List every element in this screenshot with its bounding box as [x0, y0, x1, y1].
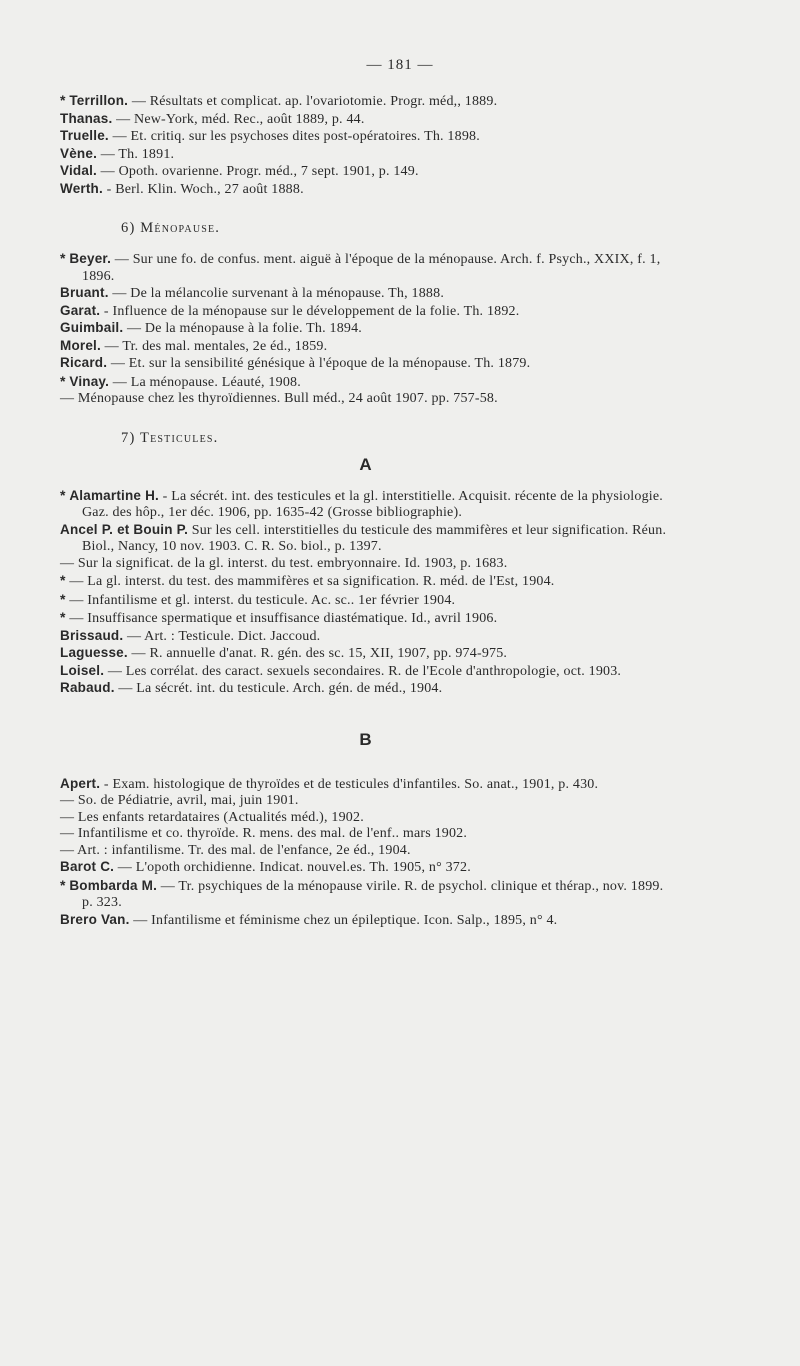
bibliography-entry [60, 181, 672, 199]
entry-author: Ancel P. et Bouin P. [60, 521, 189, 537]
entry-text: — Opoth. ovarienne. Progr. méd., 7 sept. 1901, p. 149. [96, 164, 419, 179]
bibliography-entry [60, 303, 672, 321]
section-heading: 7) Testicules. [121, 429, 219, 446]
entry-text: — Sur la significat. de la gl. interst. du test. embryonnaire. Id. 1903, p. 1683. [60, 555, 508, 571]
bibliography-entry [60, 163, 672, 181]
bibliography-entry [60, 522, 672, 556]
bibliography-entry [60, 609, 672, 628]
entry-author: Loisel. [60, 662, 105, 678]
bibliography-entry [60, 250, 672, 285]
bibliography-entry [60, 663, 672, 681]
bibliography-entry [60, 572, 672, 591]
bibliography-entry [60, 843, 672, 860]
entry-text: — Résultats et complicat. ap. l'ovariotomie. Progr. méd,, 1889. [128, 94, 498, 109]
bibliography-entry [60, 92, 672, 111]
entry-author: Vidal. [60, 163, 97, 178]
alphabet-letter-heading: A [359, 454, 373, 474]
bibliography-entry [60, 912, 672, 930]
bibliography-entry [60, 680, 672, 698]
spacer [60, 408, 672, 430]
entry-author: Vinay. [69, 373, 110, 389]
entry-author: Brissaud. [60, 627, 124, 643]
asterisk-marker: * [60, 92, 66, 108]
entry-author: Garat. [60, 302, 101, 318]
bibliography-entry [60, 776, 672, 794]
bibliography-entry [60, 556, 672, 573]
spacer [60, 198, 672, 220]
entry-text: - Influence de la ménopause sur le développement de la folie. Th. 1892. [100, 303, 520, 319]
entry-text: — New-York, méd. Rec., août 1889, p. 44. [112, 111, 365, 127]
bibliography-entry [60, 877, 672, 912]
entry-text: — Th. 1891. [97, 146, 175, 162]
entry-author: Laguesse. [60, 645, 128, 660]
entry-author: Truelle. [60, 128, 109, 143]
bibliography-entry [60, 355, 672, 373]
spacer [60, 698, 672, 730]
bibliography-entry [60, 111, 672, 129]
entry-text: — De la ménopause à la folie. Th. 1894. [123, 321, 362, 336]
entry-text: — Ménopause chez les thyroïdiennes. Bull méd., 24 août 1907. pp. 757-58. [60, 391, 498, 406]
bibliography-entry [60, 793, 672, 810]
entry-author: Barot C. [60, 859, 115, 874]
entry-author: Alamartine H. [69, 487, 159, 503]
asterisk-marker: * [60, 876, 66, 893]
entry-author: Bruant. [60, 285, 109, 300]
entry-text: — La ménopause. Léauté, 1908. [109, 374, 301, 390]
entry-author: Beyer. [69, 251, 112, 266]
entry-text: - Berl. Klin. Woch., 27 août 1888. [102, 181, 304, 197]
bibliography-entry [60, 146, 672, 164]
alphabet-letter-heading: B [359, 729, 373, 749]
bibliography-entry [60, 645, 672, 663]
asterisk-marker: * [60, 372, 66, 389]
entry-text: — Sur une fo. de confus. ment. aiguë à l'époque de la ménopause. Arch. f. Psych., XXIX, f. 1, 1896. [82, 252, 661, 284]
entry-text: - Exam. histologique de thyroïdes et de testicules d'infantiles. So. anat., 1901, p. 430. [100, 776, 599, 792]
entry-text: — Les enfants retardataires (Actualités méd.), 1902. [60, 809, 364, 825]
bibliography-entry [60, 591, 672, 610]
bibliography-entry [60, 391, 672, 408]
entry-text: — R. annuelle d'anat. R. gén. des sc. 15, XII, 1907, pp. 974-975. [127, 646, 508, 661]
entry-text: — Art. : Testicule. Dict. Jaccoud. [123, 628, 321, 644]
bibliography-entry [60, 859, 672, 877]
spacer [60, 447, 672, 455]
spacer [60, 237, 672, 250]
entry-text: — Et. sur la sensibilité génésique à l'époque de la ménopause. Th. 1879. [107, 356, 531, 371]
entry-author: Rabaud. [60, 680, 115, 695]
spacer [60, 475, 672, 487]
entry-author: Bombarda M. [69, 877, 158, 893]
entry-author: Brero Van. [60, 911, 130, 927]
entry-text: — Tr. psychiques de la ménopause virile. R. de psychol. clinique et thérap., nov. 1899. p. 323. [82, 878, 664, 910]
entry-text: — De la mélancolie survenant à la ménopause. Th, 1888. [108, 286, 445, 301]
entry-text: Sur les cell. interstitielles du testicule des mammifères et leur signification. Réun. Biol., Nancy, 10 nov. 1903. C. R. So. biol., p. 1397. [82, 522, 667, 554]
entry-text: — La gl. interst. du test. des mammifères et sa signification. R. méd. de l'Est, 1904. [69, 574, 555, 589]
section-heading: 6) Ménopause. [121, 220, 221, 236]
entry-text: — Infantilisme et féminisme chez un épileptique. Icon. Salp., 1895, n° 4. [129, 912, 558, 928]
entry-text: — L'opoth orchidienne. Indicat. nouvel.es. Th. 1905, n° 372. [114, 860, 471, 875]
entry-text: — Les corrélat. des caract. sexuels secondaires. R. de l'Ecole d'anthropologie, oct. 1903. [104, 663, 622, 679]
entry-text: — Infantilisme et gl. interst. du testicule. Ac. sc.. 1er février 1904. [69, 592, 456, 608]
entry-author: Werth. [60, 180, 103, 196]
entry-text: — Et. critiq. sur les psychoses dites post-opératoires. Th. 1898. [108, 129, 480, 144]
entry-text: - La sécrét. int. des testicules et la gl. interstitielle. Acquisit. récente de la physiologie. Gaz. des hôp., 1er déc. 1906, pp. 1635-42 (Grosse bibliographie). [82, 488, 663, 520]
entry-text: — So. de Pédiatrie, avril, mai, juin 1901. [60, 793, 299, 808]
bibliography-entry [60, 285, 672, 303]
asterisk-marker: * [60, 486, 66, 503]
asterisk-marker: * [60, 590, 66, 607]
entry-text: — Art. : infantilisme. Tr. des mal. de l'enfance, 2e éd., 1904. [60, 842, 411, 858]
bibliography-entry [60, 487, 672, 522]
spacer [60, 750, 672, 776]
page-number: — 181 — [366, 57, 434, 73]
bibliography-entry [60, 338, 672, 356]
entry-text: — Tr. des mal. mentales, 2e éd., 1859. [100, 338, 328, 354]
asterisk-marker: * [60, 572, 66, 588]
entry-text: — Insuffisance spermatique et insuffisance diastématique. Id., avril 1906. [69, 611, 498, 626]
entry-author: Vène. [60, 145, 98, 161]
bibliography-entry [60, 810, 672, 827]
entry-author: Thanas. [60, 110, 113, 126]
entry-author: Morel. [60, 337, 101, 353]
asterisk-marker: * [60, 609, 66, 625]
bibliography-entry [60, 320, 672, 338]
entry-author: Apert. [60, 775, 101, 791]
bibliography-entry [60, 128, 672, 146]
entry-author: Ricard. [60, 355, 108, 370]
bibliography-content [60, 92, 672, 929]
bibliography-entry [60, 826, 672, 843]
entry-text: — La sécrét. int. du testicule. Arch. gén. de méd., 1904. [114, 681, 443, 696]
entry-author: Guimbail. [60, 320, 124, 335]
bibliography-entry [60, 373, 672, 392]
asterisk-marker: * [60, 250, 66, 266]
entry-author: Terrillon. [69, 93, 129, 108]
entry-text: — Infantilisme et co. thyroïde. R. mens. des mal. de l'enf.. mars 1902. [60, 826, 468, 841]
bibliography-entry [60, 628, 672, 646]
